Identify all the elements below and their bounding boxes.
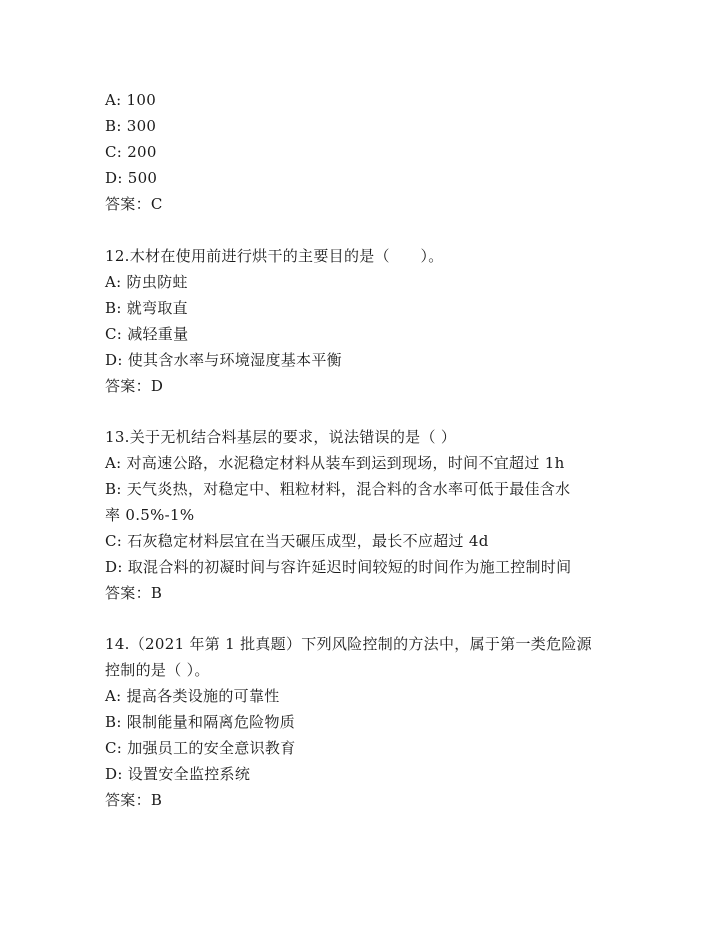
question-14: 14.（2021 年第 1 批真题）下列风险控制的方法中，属于第一类危险源 xyxy=(105,635,592,653)
option-b-continued: 率 0.5%-1% xyxy=(105,506,195,524)
option-b: B: 天气炎热，对稳定中、粗粒材料，混合料的含水率可低于最佳含水 xyxy=(105,480,571,498)
option-c: C: 加强员工的安全意识教育 xyxy=(105,739,296,757)
answer: 答案：D xyxy=(105,377,164,395)
option-d: D: 取混合料的初凝时间与容许延迟时间较短的时间作为施工控制时间 xyxy=(105,558,572,576)
option-d: D: 500 xyxy=(105,169,158,187)
option-c: C: 石灰稳定材料层宜在当天碾压成型，最长不应超过 4d xyxy=(105,532,489,550)
option-d: D: 使其含水率与环境湿度基本平衡 xyxy=(105,351,342,369)
option-a: A: 防虫防蛀 xyxy=(105,273,188,291)
option-d: D: 设置安全监控系统 xyxy=(105,765,251,783)
question-13: 13.关于无机结合料基层的要求，说法错误的是（ ） xyxy=(105,428,457,446)
option-c: C: 200 xyxy=(105,143,157,161)
option-a: A: 对高速公路，水泥稳定材料从装车到运到现场，时间不宜超过 1h xyxy=(105,454,565,472)
question-12: 12.木材在使用前进行烘干的主要目的是（ ）。 xyxy=(105,247,444,265)
option-a: A: 提高各类设施的可靠性 xyxy=(105,687,280,705)
answer: 答案：B xyxy=(105,584,163,602)
option-b: B: 300 xyxy=(105,117,157,135)
option-b: B: 限制能量和隔离危险物质 xyxy=(105,713,296,731)
question-14-continued: 控制的是（ ）。 xyxy=(105,661,210,679)
option-b: B: 就弯取直 xyxy=(105,299,188,317)
option-a: A: 100 xyxy=(105,91,157,109)
option-c: C: 减轻重量 xyxy=(105,325,189,343)
answer: 答案：B xyxy=(105,791,163,809)
answer: 答案：C xyxy=(105,195,163,213)
